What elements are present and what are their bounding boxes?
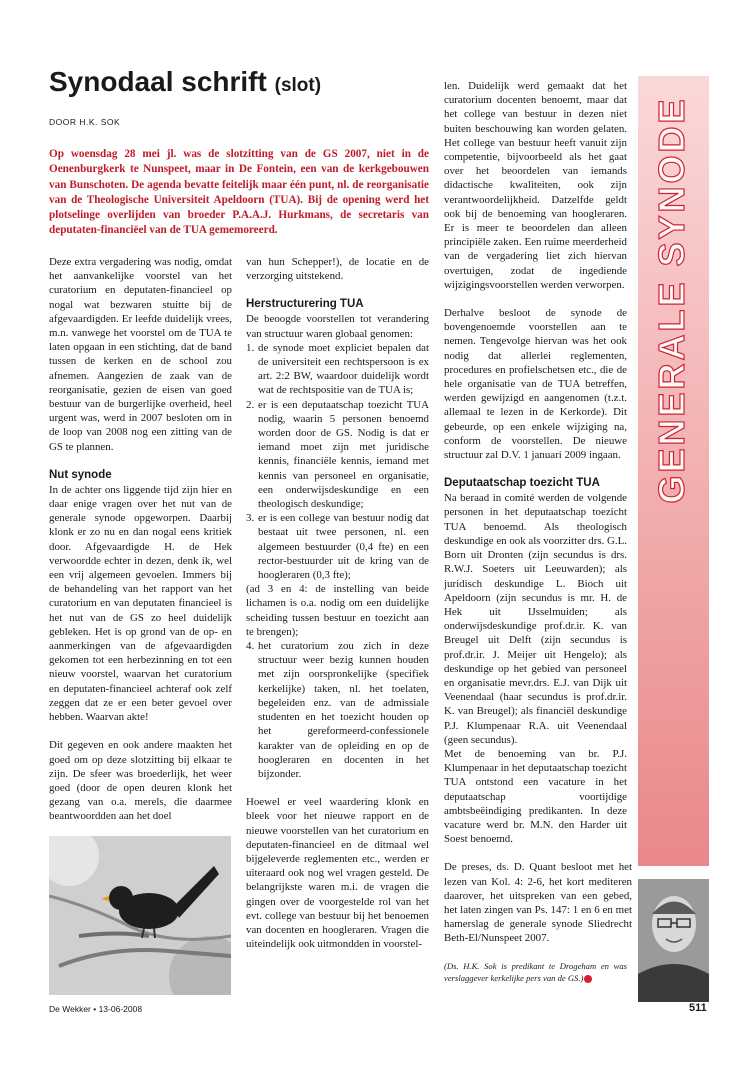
section-heading-deputaatschap: Deputaatschap toezicht TUA: [444, 477, 600, 490]
column-3: [444, 79, 632, 984]
paragraph: Hoewel er veel waardering klonk en bleek voor het nieuwe rapport en de nieuwe voorstellen van het curatorium en deputaten-financieel en de ditmaal wel bijgeleverde reglementen etc., werden er uiteraard ook nog wel vragen gesteld. De belangrijkste waren m.i. de vragen die gingen over de voorgestelde rol van het evt. college van bestuur bij het benoemen van docenten en hoogleraren. Vragen die uiteindelijk ook uitmondden in voorstel-: [246, 796, 429, 951]
author-note: (Ds. H.K. Sok is predikant te Drogeham en was verslaggever kerkelijke pers van de GS.): [444, 960, 627, 983]
section-heading-nut-synode: Nut synode: [49, 468, 112, 481]
page-number: 511: [689, 1002, 707, 1014]
paragraph: De beoogde voorstellen tot verandering van structuur waren globaal genomen:: [246, 313, 429, 340]
column-1: [49, 255, 232, 824]
paragraph: In de achter ons liggende tijd zijn hier en daar enige vragen over het nut van de generale synode opgeworpen. Daarbij klonk er zo nu en dan nogal eens kritiek door. Afgevaardigde H. de Hek verwoordde echter in dezen, denk ik, wel een vrij algemeen gevoelen. Immers bij de behandeling van het rapport van het curatorium en van deputaten financieel is het nut van de GS zo heel duidelijk gebleken. Het is op grond van de op- en aanmerkingen van de afgevaardigden gekomen tot een herbezinning en tot een nieuw voorstel, waarvan het curatorium en deputaten-financieel achteraf ook zelf zeggen dat ze er een beter gevoel over hebben. Waarvan akte!: [49, 483, 232, 724]
blackbird-photo: [49, 836, 231, 995]
section-label: GENERALE SYNODE: [651, 96, 692, 504]
title-main: Synodaal schrift: [49, 66, 267, 97]
article-title: [49, 66, 321, 98]
paragraph: De preses, ds. D. Quant besloot met het lezen van Kol. 4: 2-6, het kort mediteren daarover, het uitspreken van een gebed, het laten zingen van Ps. 147: 1 en 6 en met hamerslag de generale synode Sliedrecht Beth-El/Nunspeet 2007.: [444, 861, 632, 945]
end-mark-icon: [584, 975, 592, 983]
paragraph: Deze extra vergadering was nodig, omdat het aanvankelijke voorstel van het curatorium en deputaten-financieel op nogal wat bezwaren stuitte bij de afgevaardigden. Er leefde duidelijk vrees, m.n. vanwege het voorstel om de TUA te laten opgaan in een stichting, dat de band tussen de kerken en de school zou afnemen. Aangezien de zaak van de reorganisatie, gezien de eisen van goed bestuur van de burgerlijke overheid, heel urgent was, werd in 2007 besloten om in de loop van 2008 nog een zitting van de GS te plannen.: [49, 256, 232, 453]
list-item: 4. het curatorium zou zich in deze structuur weer bezig kunnen houden met zijn oorspronkelijke (specifiek kerkelijke) taken, nl. het toelaten, begeleiden enz. van de admissiale studenten en het toezicht houden op het gereformeerd-confessionele karakter van de opleiding en op de hoogleraren en docenten in het bijzonder.: [246, 640, 429, 780]
paragraph: (ad 3 en 4: de instelling van beide lichamen is o.a. nodig om een duidelijke scheiding tussen bestuur en toezicht aan te brengen);: [246, 583, 429, 638]
list-item: 1. de synode moet expliciet bepalen dat de universiteit een rechtspersoon is ex art. 2:2 BW, waardoor duidelijk wordt wat de rechtspositie van de TUA is;: [246, 341, 429, 397]
author-photo: [638, 879, 709, 1002]
paragraph: Derhalve besloot de synode de bovengenoemde voorstellen aan te nemen. Tengevolge hiervan was het ook nodig dat allerlei reglementen, procedures en profielschetsen etc., die de hele organisatie van de TUA betreffen, werden gewijzigd en aangenomen (t.z.t. allemaal te lezen in de Kerkorde). Dit gebeurde, op een enkele wijziging na, conform de voorstellen. De nieuwe structuur zal D.V. 1 januari 2009 ingaan.: [444, 307, 627, 462]
list-item: 3. er is een college van bestuur nodig dat bestaat uit twee personen, nl. een algemeen bestuurder (0,4 fte) en een rector-bestuurder uit de kring van de hoogleraren (0,3 fte);: [246, 512, 429, 582]
paragraph: len. Duidelijk werd gemaakt dat het curatorium docenten benoemt, maar dat het college van bestuur in dezen niet buiten beschouwing kan worden gelaten. Het college van bestuur heeft vanuit zijn competentie, bijvoorbeeld als het gaat over het beoordelen van iemands didactische kwaliteiten, ook zijn verantwoordelijkheid. Datzelfde geldt ook bij de benoeming van hoogleraren. Er is meer te beoordelen dan alleen principiële zaken. Een ruime meerderheid van de vergadering liet zich hiervan overtuigen, zodat de ingediende wijzigingsvoorstellen werden verworpen.: [444, 80, 627, 291]
title-suffix: (slot): [274, 75, 322, 96]
column-2: [246, 255, 429, 951]
intro-paragraph: Op woensdag 28 mei jl. was de slotzitting van de GS 2007, niet in de Oenenburgkerk te Nunspeet, maar in De Fontein, een van de kerkgebouwen van Bunschoten. De agenda bevatte feitelijk maar één punt, nl. de reorganisatie van de Theologische Universiteit Apeldoorn (TUA). Bij de opening werd het plotselinge overlijden van broeder P.A.A.J. Hurkmans, de secretaris van deputaten-financiëel van de TUA gememoreerd.: [49, 148, 429, 237]
footer-source: De Wekker • 13-06-2008: [49, 1004, 143, 1014]
section-heading-herstructurering: Herstructurering TUA: [246, 298, 364, 311]
list-item: 2. er is een deputaatschap toezicht TUA nodig, waarin 5 personen benoemd worden door de GS. Nodig is dat er iemand moet zijn met juridische kennis, financiële kennis, iemand met kennis van personeel en organisatie, een onderwijsdeskundige en een theologisch deskundige;: [246, 398, 429, 511]
paragraph: Na beraad in comité werden de volgende personen in het deputaatschap toezicht TUA benoemd. Als theologisch deskundige en ook als voorzitter drs. G.L. Born uit Dronten (zijn secundus is drs. R.W.J. Soeters uit Leeuwarden); als juridisch deskundige L. Bioch uit Apeldoorn (zijn secundus is mr. H. de Hek uit IJsselmuiden; als onderwijsdeskundige prof.dr.ir. K. van Breugel uit Delft (zijn secundus is prof.dr.ir. J. Meijer uit Hengelo); als deskundige op het gebied van personeel en organisatie mevr.drs. E.J. van Dijk uit Veenendaal (haar secundus is prof.dr.ir. K. van Breugel); als financiël deskundige P.J. Klumpenaar R.A. uit Veenendaal (geen secundus).: [444, 492, 627, 746]
paragraph: Dit gegeven en ook andere maakten het goed om op deze slotzitting bij elkaar te zijn. De sfeer was broederlijk, het weer goed (door de open deuren klonk het gezang van o.a. merels, die daarmee beantwoordden aan het doel: [49, 739, 232, 823]
byline: DOOR H.K. SOK: [49, 117, 121, 127]
paragraph: van hun Schepper!), de locatie en de verzorging uitstekend.: [246, 256, 429, 283]
proposal-list: [246, 341, 429, 582]
proposal-list-cont: [246, 639, 429, 781]
paragraph: Met de benoeming van br. P.J. Klumpenaar in het deputaatschap toezicht TUA ontstond een vacature in het deputaatschap voortijdige ambtsbeëindiging predikanten. In deze vacature werd br. M.N. den Harder uit Soest benoemd.: [444, 747, 627, 846]
